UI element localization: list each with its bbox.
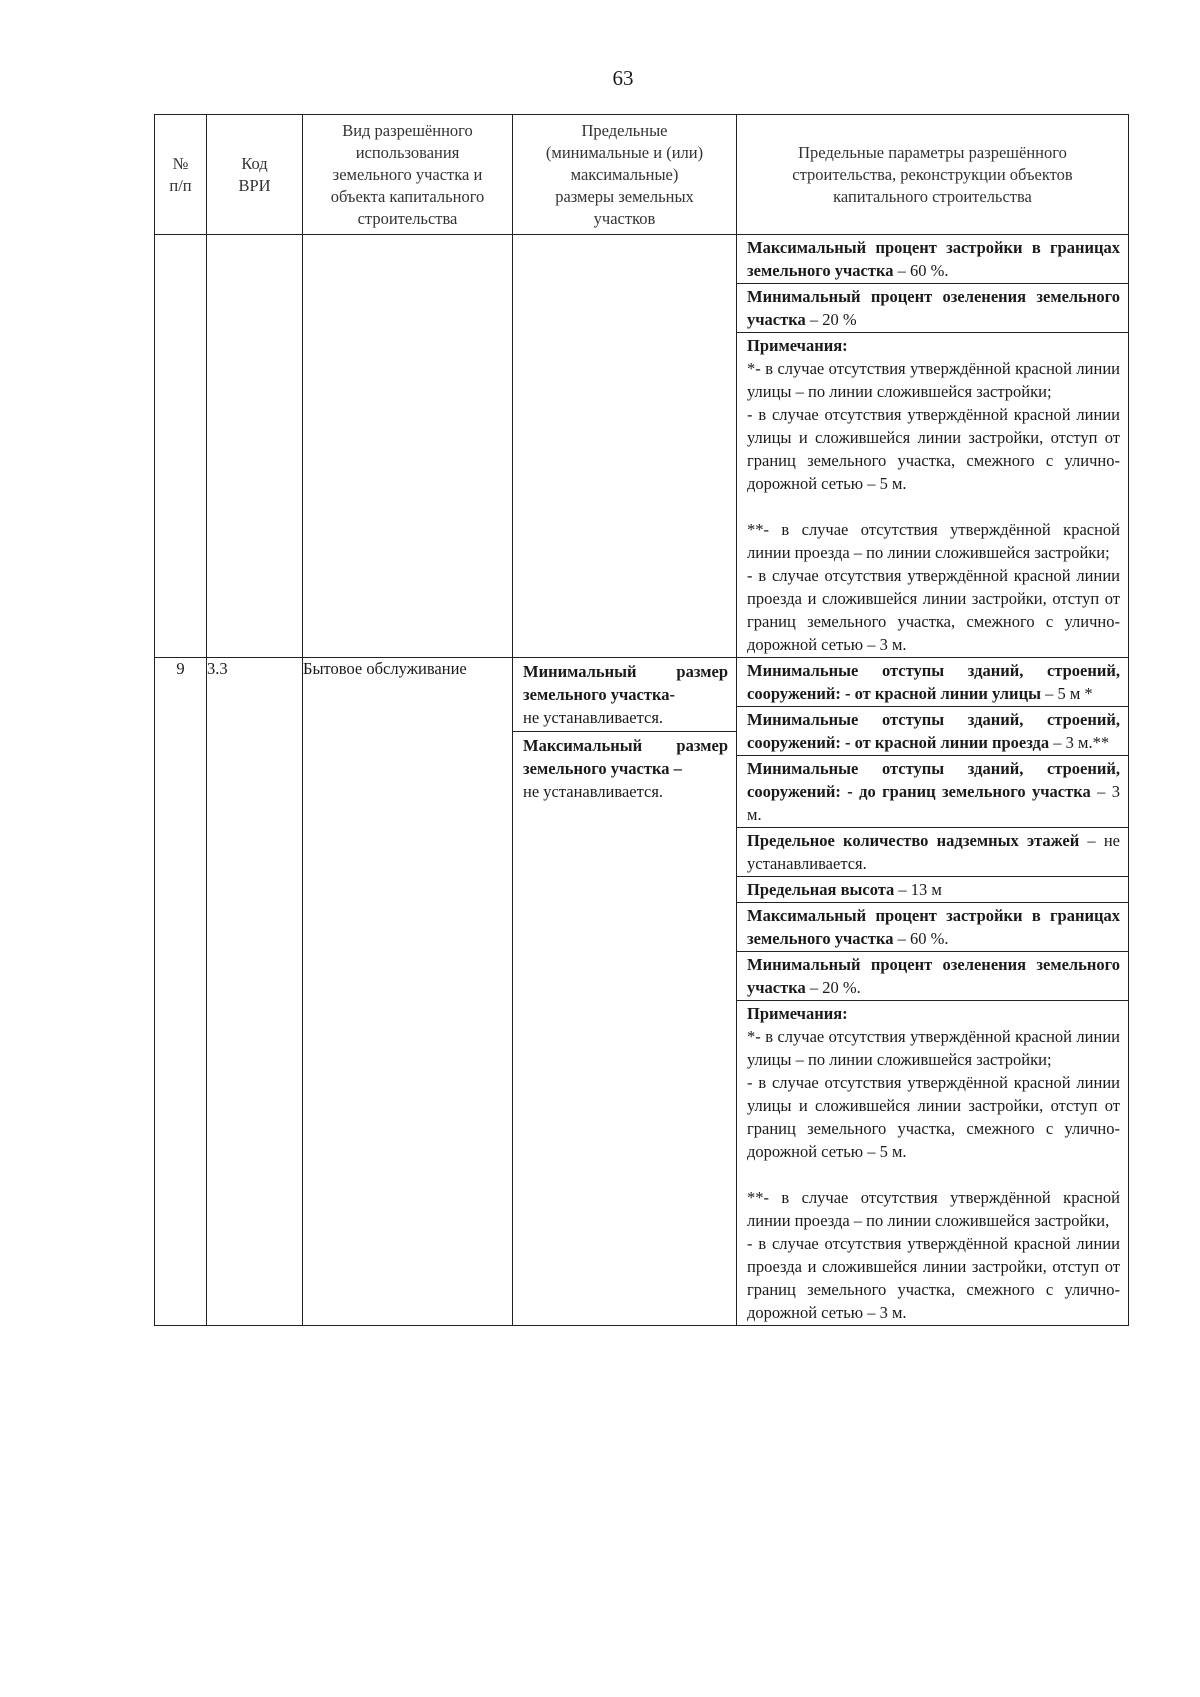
header-line: максимальные)	[570, 164, 679, 184]
note-text: - в случае отсутствия утверждённой красной линии улицы и сложившейся линии застройки, отступ от границ земельного участка, смежного с улично-дорожной сетью – 5 м.	[747, 405, 1120, 493]
cell-parameters	[737, 658, 1129, 1326]
parameter-item: Минимальные отступы зданий, строений, сооружений: - от красной линии улицы – 5 м *	[737, 658, 1128, 707]
header-line: размеры земельных	[555, 186, 694, 206]
header-line: п/п	[169, 175, 192, 195]
note-text: **- в случае отсутствия утверждённой красной линии проезда – по линии сложившейся застройки,	[747, 1188, 1120, 1230]
plot-size-item: Максимальный размер земельного участка – не устанавливается.	[513, 731, 736, 805]
header-line: (минимальные и (или)	[545, 142, 704, 162]
parameter-item: Предельная высота – 13 м	[737, 877, 1128, 903]
header-number	[155, 115, 207, 235]
header-line: участков	[593, 208, 656, 228]
regulations-table	[154, 114, 1129, 1326]
header-line: ВРИ	[238, 175, 271, 195]
parameter-item: Минимальный процент озеленения земельного участка – 20 %	[737, 284, 1128, 333]
parameter-item: Минимальные отступы зданий, строений, сооружений: - от красной линии проезда – 3 м.**	[737, 707, 1128, 756]
table-row-9	[155, 658, 1129, 1326]
notes-block	[737, 1001, 1128, 1325]
header-line: Код	[241, 153, 268, 173]
table-row-continued	[155, 235, 1129, 658]
page-number: 63	[612, 66, 634, 90]
note-spacer	[747, 1163, 1120, 1186]
cell-number-empty	[155, 235, 207, 658]
note-spacer	[747, 495, 1120, 518]
header-use-type	[303, 115, 513, 235]
header-line: Вид разрешённого	[342, 120, 473, 140]
table-header-row	[155, 115, 1129, 235]
header-line: капитального строительства	[833, 186, 1032, 206]
cell-use-empty	[303, 235, 513, 658]
notes-block	[737, 333, 1128, 657]
plot-size-item: Минимальный размер земельного участка- не устанавливается.	[523, 662, 728, 727]
header-line: использования	[355, 142, 460, 162]
notes-title: Примечания:	[747, 1004, 848, 1023]
header-parameters	[737, 115, 1129, 235]
cell-code: 3.3	[207, 658, 303, 1326]
parameter-item: Минимальный процент озеленения земельного участка – 20 %.	[737, 952, 1128, 1001]
note-text: - в случае отсутствия утверждённой красной линии улицы и сложившейся линии застройки, отступ от границ земельного участка, смежного с улично-дорожной сетью – 5 м.	[747, 1073, 1120, 1161]
parameter-item: Минимальные отступы зданий, строений, сооружений: - до границ земельного участка – 3 м.	[737, 756, 1128, 828]
header-line: строительства, реконструкции объектов	[792, 164, 1073, 184]
note-text: - в случае отсутствия утверждённой красной линии проезда и сложившейся линии застройки, отступ от границ земельного участка, смежного с улично-дорожной сетью – 3 м.	[747, 566, 1120, 654]
note-text: *- в случае отсутствия утверждённой красной линии улицы – по линии сложившейся застройки;	[747, 359, 1120, 401]
cell-plot-sizes	[513, 658, 737, 1326]
note-text: *- в случае отсутствия утверждённой красной линии улицы – по линии сложившейся застройки;	[747, 1027, 1120, 1069]
header-line: строительства	[357, 208, 458, 228]
header-line: №	[172, 153, 189, 173]
header-plot-sizes	[513, 115, 737, 235]
header-line: Предельные параметры разрешённого	[798, 142, 1067, 162]
note-text: - в случае отсутствия утверждённой красной линии проезда и сложившейся линии застройки, отступ от границ земельного участка, смежного с улично-дорожной сетью – 3 м.	[747, 1234, 1120, 1322]
notes-title: Примечания:	[747, 336, 848, 355]
cell-code-empty	[207, 235, 303, 658]
header-code	[207, 115, 303, 235]
parameter-item: Предельное количество надземных этажей – не устанавливается.	[737, 828, 1128, 877]
header-line: земельного участка и	[332, 164, 483, 184]
parameter-item: Максимальный процент застройки в границах земельного участка – 60 %.	[737, 235, 1128, 284]
cell-parameters-continued	[737, 235, 1129, 658]
cell-use-type: Бытовое обслуживание	[303, 658, 513, 1326]
note-text: **- в случае отсутствия утверждённой красной линии проезда – по линии сложившейся застройки;	[747, 520, 1120, 562]
header-line: объекта капитального	[330, 186, 485, 206]
cell-number: 9	[155, 658, 207, 1326]
parameter-item: Максимальный процент застройки в границах земельного участка – 60 %.	[737, 903, 1128, 952]
header-line: Предельные	[581, 120, 668, 140]
cell-sizes-empty	[513, 235, 737, 658]
